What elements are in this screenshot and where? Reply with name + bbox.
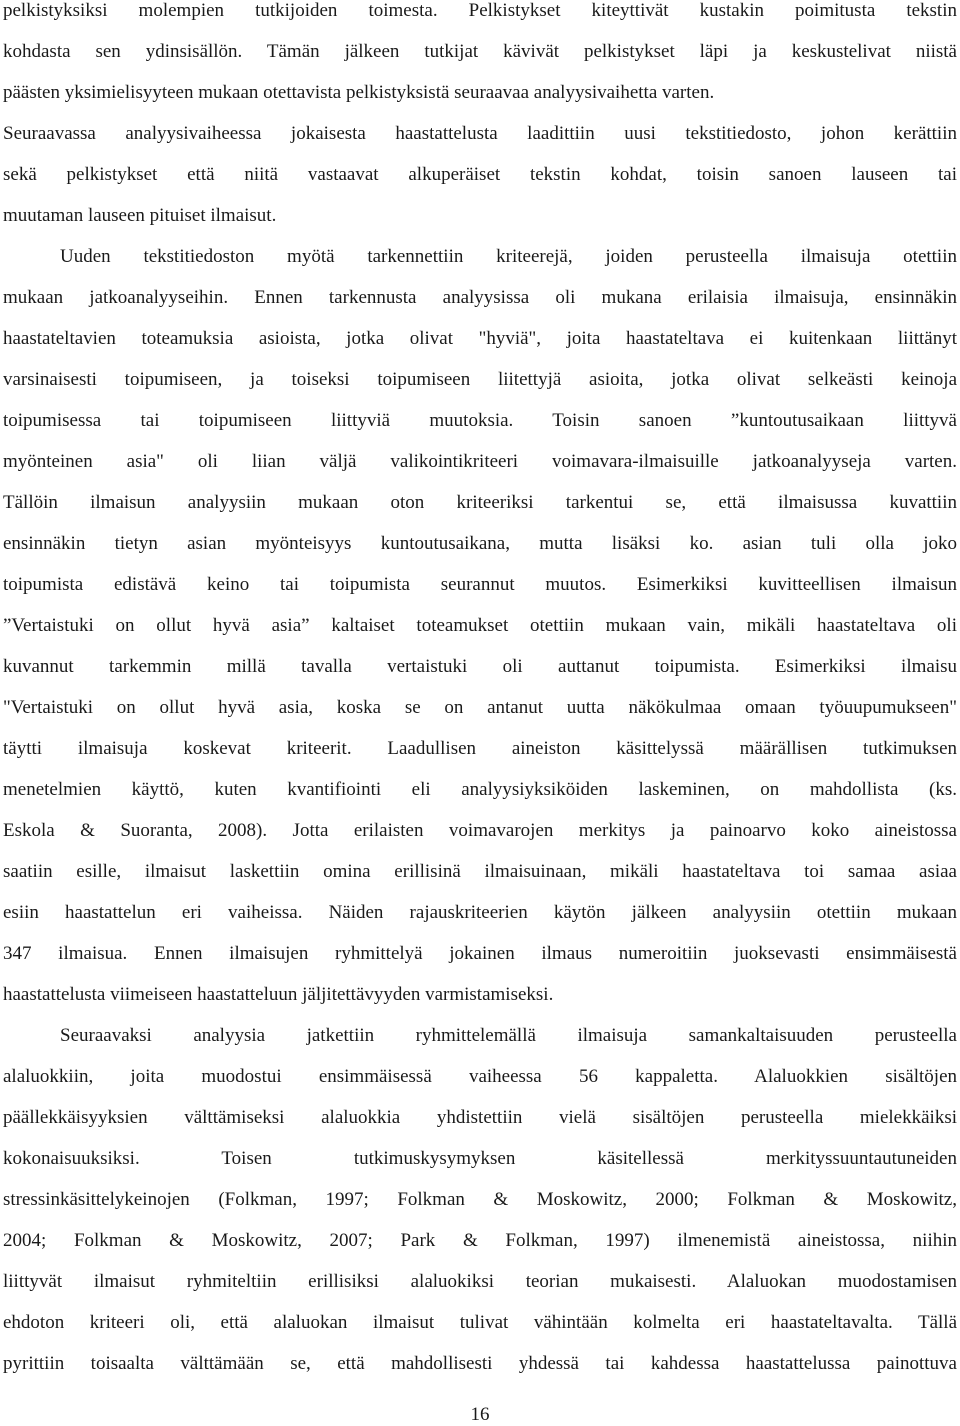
text-line: ”Vertaistuki on ollut hyvä asia” kaltaiset toteamukset otettiin mukaan vain, mikäli haastateltava oli [3, 615, 957, 636]
text-line: 2004; Folkman & Moskowitz, 2007; Park & Folkman, 1997) ilmenemistä aineistossa, niihin [3, 1230, 957, 1251]
text-line: muutaman lauseen pituiset ilmaisut. [3, 205, 277, 226]
text-line: "Vertaistuki on ollut hyvä asia, koska se on antanut uutta näkökulmaa omaan työuupumukseen" [3, 697, 957, 718]
text-line: stressinkäsittelykeinojen (Folkman, 1997; Folkman & Moskowitz, 2000; Folkman & Moskowitz, [3, 1189, 957, 1210]
text-line: Tällöin ilmaisun analyysiin mukaan oton kriteeriksi tarkentui se, että ilmaisussa kuvattiin [3, 492, 957, 513]
text-line: mukaan jatkoanalyyseihin. Ennen tarkennusta analyysissa oli mukana erilaisia ilmaisuja, ensinnäkin [3, 287, 957, 308]
text-line: ensinnäkin tietyn asian myönteisyys kuntoutusaikana, mutta lisäksi ko. asian tuli olla joko [3, 533, 957, 554]
text-line: toipumisessa tai toipumiseen liittyviä muutoksia. Toisin sanoen ”kuntoutusaikaan liittyvä [3, 410, 957, 431]
text-line: alaluokkiin, joita muodostui ensimmäisessä vaiheessa 56 kappaletta. Alaluokkien sisältöjen [3, 1066, 957, 1087]
text-line: pelkistyksiksi molempien tutkijoiden toimesta. Pelkistykset kiteyttivät kustakin poimitusta tekstin [3, 0, 957, 21]
text-line: päästen yksimielisyyteen mukaan otettavista pelkistyksistä seuraavaa analyysivaihetta varten. [3, 82, 715, 103]
text-line: ehdoton kriteeri oli, että alaluokan ilmaisut tulivat vähintään kolmelta eri haastateltavalta. Tällä [3, 1312, 957, 1333]
text-line: päällekkäisyyksien välttämiseksi alaluokkia yhdistettiin vielä sisältöjen perusteella mielekkäiksi [3, 1107, 957, 1128]
text-line: kokonaisuuksiksi. Toisen tutkimuskysymyksen käsitellessä merkityssuuntautuneiden [3, 1148, 957, 1169]
text-line: liittyvät ilmaisut ryhmiteltiin erillisiksi alaluokiksi teorian mukaisesti. Alaluokan muodostamisen [3, 1271, 957, 1292]
text-line: sekä pelkistykset että niitä vastaavat alkuperäiset tekstin kohdat, toisin sanoen lauseen tai [3, 164, 957, 185]
text-line: 347 ilmaisua. Ennen ilmaisujen ryhmittelyä jokainen ilmaus numeroitiin juoksevasti ensimmäisestä [3, 943, 957, 964]
text-line: täytti ilmaisuja koskevat kriteerit. Laadullisen aineiston käsittelyssä määrällisen tutkimuksen [3, 738, 957, 759]
text-line: esiin haastattelun eri vaiheissa. Näiden rajauskriteerien käytön jälkeen analyysiin otettiin mukaan [3, 902, 957, 923]
text-line: Seuraavassa analyysivaiheessa jokaisesta haastattelusta laadittiin uusi tekstitiedosto, johon kerättiin [3, 123, 957, 144]
text-line: Uuden tekstitiedoston myötä tarkennettiin kriteerejä, joiden perusteella ilmaisuja otettiin [60, 246, 957, 267]
text-line: Eskola & Suoranta, 2008). Jotta erilaisten voimavarojen merkitys ja painoarvo koko aineistossa [3, 820, 957, 841]
text-line: haastateltavien toteamuksia asioista, jotka olivat "hyviä", joita haastateltava ei kuitenkaan liittänyt [3, 328, 957, 349]
text-line: pyrittiin toisaalta välttämään se, että mahdollisesti yhdessä tai kahdessa haastattelussa painottuva [3, 1353, 957, 1374]
text-line: varsinaisesti toipumiseen, ja toiseksi toipumiseen liitettyjä asioita, jotka olivat selkeästi keinoja [3, 369, 957, 390]
text-line: kuvannut tarkemmin millä tavalla vertaistuki oli auttanut toipumista. Esimerkiksi ilmaisu [3, 656, 957, 677]
text-line: toipumista edistävä keino tai toipumista seurannut muutos. Esimerkiksi kuvitteellisen ilmaisun [3, 574, 957, 595]
text-line: haastattelusta viimeiseen haastatteluun jäljitettävyyden varmistamiseksi. [3, 984, 554, 1005]
text-line: Seuraavaksi analyysia jatkettiin ryhmittelemällä ilmaisuja samankaltaisuuden perusteella [60, 1025, 957, 1046]
text-line: kohdasta sen ydinsisällön. Tämän jälkeen tutkijat kävivät pelkistykset läpi ja keskustelivat niistä [3, 41, 957, 62]
text-line: menetelmien käyttö, kuten kvantifiointi eli analyysiyksiköiden laskeminen, on mahdollista (ks. [3, 779, 957, 800]
text-line: saatiin esille, ilmaisut laskettiin omina erillisinä ilmaisuinaan, mikäli haastateltava toi samaa asiaa [3, 861, 957, 882]
page-number: 16 [470, 1404, 490, 1425]
text-line: myönteinen asia" oli liian väljä valikointikriteeri voimavara-ilmaisuille jatkoanalyyseja varten. [3, 451, 957, 472]
